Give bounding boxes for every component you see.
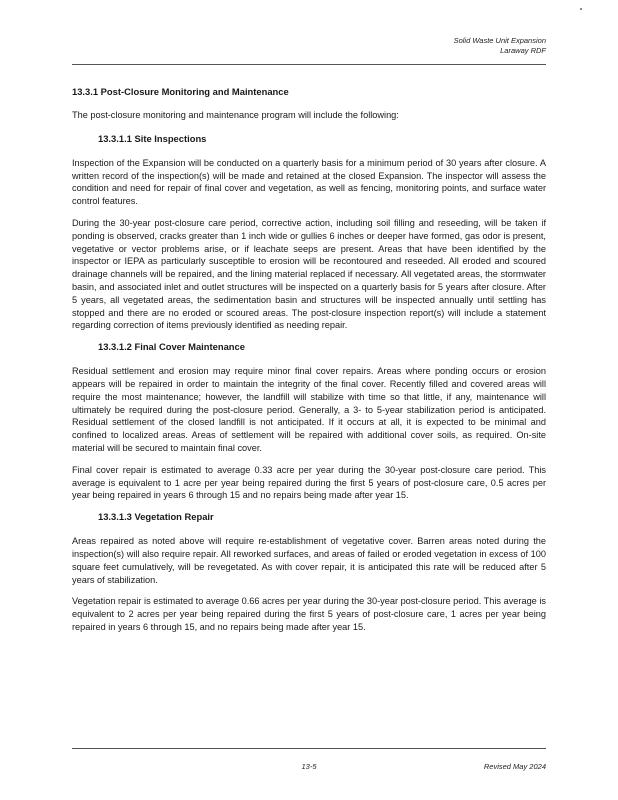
vegetation-paragraph-1: Areas repaired as noted above will require re-establishment of vegetative cover. Barren areas noted during the inspection(s) will also require repair. All reworked surfaces, and areas of failed or eroded vegetation in excess of 100 square feet cumulatively, will be revegetated. As with cover repair, it is anticipated this rate will be reduced after 5 years of stabilization. bbox=[72, 536, 546, 585]
scan-mark bbox=[580, 8, 582, 10]
vegetation-heading: 13.3.1.3 Vegetation Repair bbox=[98, 511, 214, 523]
running-header bbox=[454, 36, 546, 56]
revision-date: Revised May 2024 bbox=[483, 762, 546, 771]
vegetation-paragraph-2: Vegetation repair is estimated to average 0.66 acres per year during the 30-year post-closure period. This average is equivalent to 2 acres per year being repaired during the first 5 years of post-closure care, 1 acres per year being repaired in years 6 through 15, and no repairs being made after year 15. bbox=[72, 596, 546, 632]
header-rule bbox=[72, 64, 546, 65]
page-number: 13-5 bbox=[301, 762, 317, 771]
section-heading: 13.3.1 Post-Closure Monitoring and Maintenance bbox=[72, 86, 289, 97]
section-intro: The post-closure monitoring and maintenance program will include the following: bbox=[72, 110, 399, 120]
footer-rule bbox=[72, 748, 546, 749]
page-content bbox=[72, 86, 546, 643]
final-cover-paragraph-1: Residual settlement and erosion may require minor final cover repairs. Areas where ponding occurs or erosion appears will be repaired in order to maintain the integrity of the final cover. Recently filled and covered areas will require the most maintenance; however, the landfill will stabilize with time so that little, if any, maintenance will ultimately be required during the post-closure period. Generally, a 3- to 5-year stabilization period is anticipated. Residual settlement of the closed landfill is not anticipated. If it occurs at all, it is expected to be minimal and confined to localized areas. Areas of settlement will be repaired with additional cover soils, as required. On-site material will be secured to maintain final cover. bbox=[72, 366, 546, 453]
header-line-1: Solid Waste Unit Expansion bbox=[453, 36, 546, 45]
site-inspections-paragraph-2: During the 30-year post-closure care period, corrective action, including soil filling and reseeding, will be taken if ponding is observed, cracks greater than 1 inch wide or gullies 6 inches or deeper have formed, gas odor is present, vegetative or vector problems arise, or if leachate seeps are present. Areas that have been identified by the inspector or IEPA as particularly susceptible to erosion will be recontoured and reseeded. All eroded and scoured drainage channels will be repaired, and the lining material replaced if necessary. All vegetated areas, the stormwater basin, and associated inlet and outlet structures will be inspected on a quarterly basis for 5 years after closure. After 5 years, all vegetated areas, the sedimentation basin and structures will be inspected annually until settling has stopped and there are no eroded or scoured areas. The post-closure inspection report(s) will include a statement regarding correction of items previously identified as needing repair. bbox=[72, 217, 546, 331]
site-inspections-paragraph-1: Inspection of the Expansion will be conducted on a quarterly basis for a minimum period of 30 years after closure. A written record of the inspection(s) will be made and retained at the closed Expansion. The inspector will assess the condition and need for repair of final cover and vegetation, as well as fencing, monitoring points, and surface water control features. bbox=[72, 157, 546, 207]
final-cover-paragraph-2: Final cover repair is estimated to average 0.33 acre per year during the 30-year post-closure care period. This average is equivalent to 1 acre per year being repaired during the first 5 years of post-closure care, 0.5 acres per year being repaired in years 6 through 15 and no repairs being made after year 15. bbox=[72, 464, 546, 501]
final-cover-heading: 13.3.1.2 Final Cover Maintenance bbox=[98, 341, 245, 353]
header-line-2: Laraway RDF bbox=[500, 46, 546, 55]
site-inspections-heading: 13.3.1.1 Site Inspections bbox=[98, 132, 207, 144]
